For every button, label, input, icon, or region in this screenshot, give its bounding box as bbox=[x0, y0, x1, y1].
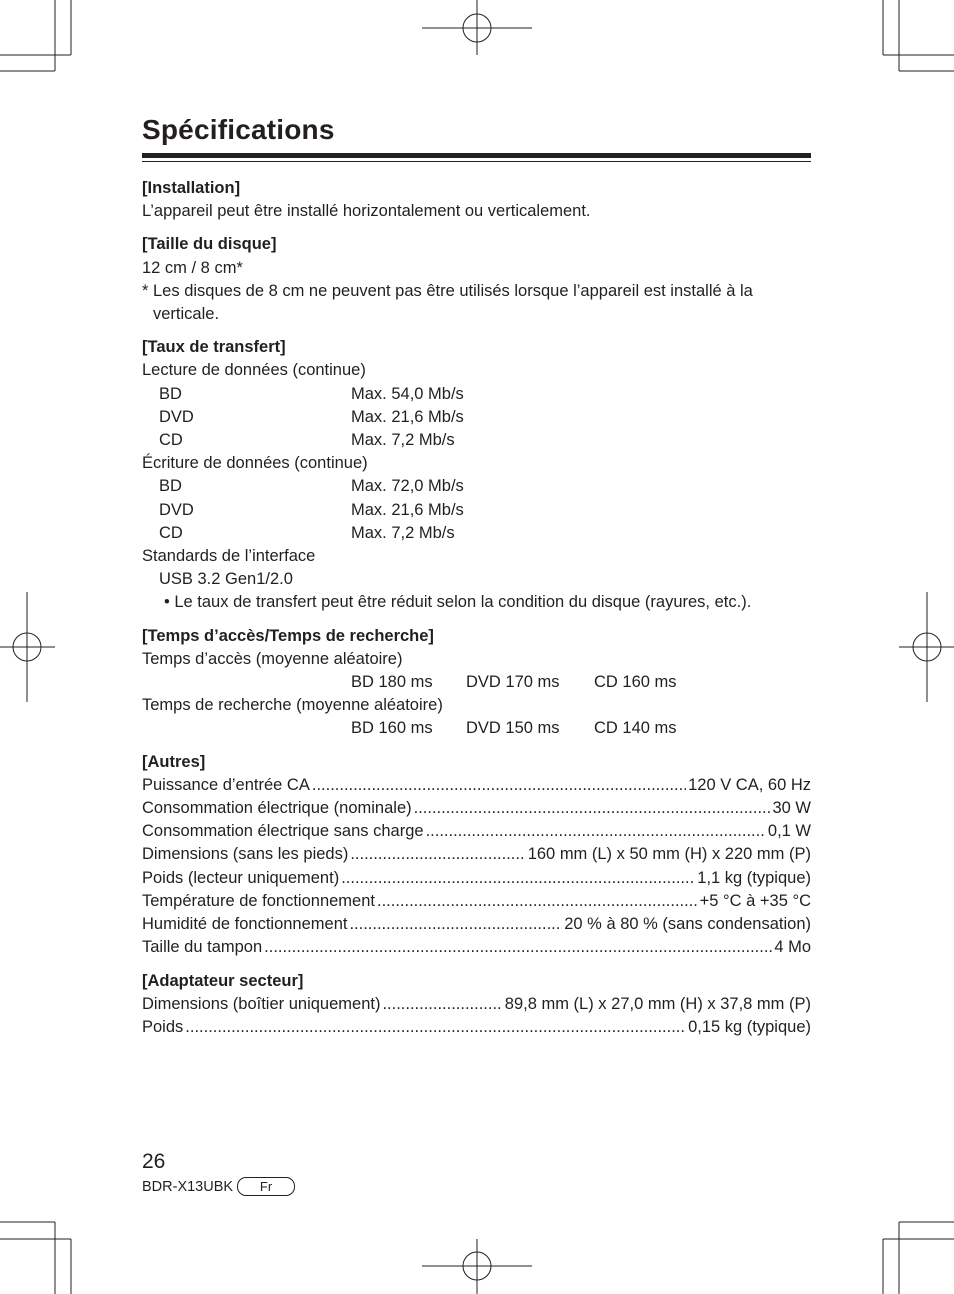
disc-size-note: * Les disques de 8 cm ne peuvent pas être utilisés lorsque l’appareil est installé à la bbox=[142, 281, 753, 300]
spec-row: Consommation électrique sans charge ..... 0,1 W bbox=[142, 820, 811, 843]
installation-text: L’appareil peut être installé horizontalement ou verticalement. bbox=[142, 202, 591, 221]
adapter-heading: [Adaptateur secteur] bbox=[142, 971, 304, 990]
read-row: DVD Max. 21,6 Mb/s bbox=[159, 407, 464, 426]
title-rule-thick bbox=[142, 153, 811, 158]
seek-values: BD 160 ms DVD 150 ms CD 140 ms bbox=[351, 719, 677, 738]
seek-label: Temps de recherche (moyenne aléatoire) bbox=[142, 696, 443, 715]
disc-size-note-cont: verticale. bbox=[153, 305, 220, 324]
model-footer bbox=[142, 1177, 295, 1196]
spec-row: Dimensions (sans les pieds) ..... 160 mm (L) x 50 mm (H) x 220 mm (P) bbox=[142, 843, 811, 866]
spec-row: Température de fonctionnement ..... +5 °C à +35 °C bbox=[142, 890, 811, 913]
adapter-section bbox=[142, 970, 811, 1040]
others-heading: [Autres] bbox=[142, 752, 206, 771]
access-label: Temps d’accès (moyenne aléatoire) bbox=[142, 649, 403, 668]
spec-row: Poids (lecteur uniquement) ..... 1,1 kg (typique) bbox=[142, 867, 811, 890]
write-row: CD Max. 7,2 Mb/s bbox=[159, 523, 455, 542]
write-row: DVD Max. 21,6 Mb/s bbox=[159, 500, 464, 519]
spec-row: Humidité de fonctionnement ..... 20 % à 80 % (sans condensation) bbox=[142, 913, 811, 936]
model-name: BDR-X13UBK bbox=[142, 1178, 234, 1195]
page-number: 26 bbox=[142, 1150, 166, 1173]
read-row: CD Max. 7,2 Mb/s bbox=[159, 431, 455, 450]
others-section bbox=[142, 751, 811, 960]
disc-size-value: 12 cm / 8 cm* bbox=[142, 258, 243, 277]
installation-section bbox=[142, 177, 811, 223]
disc-size-section bbox=[142, 233, 811, 326]
language-badge: Fr bbox=[237, 1177, 295, 1196]
spec-row: Dimensions (boîtier uniquement) ..... 89,8 mm (L) x 27,0 mm (H) x 37,8 mm (P) bbox=[142, 993, 811, 1016]
spec-row: Consommation électrique (nominale) ..... 30 W bbox=[142, 797, 811, 820]
access-section bbox=[142, 625, 811, 741]
installation-heading: [Installation] bbox=[142, 179, 241, 197]
page-title: Spécifications bbox=[142, 114, 335, 145]
transfer-section bbox=[142, 336, 811, 614]
spec-row: Taille du tampon ..... 4 Mo bbox=[142, 936, 811, 959]
access-heading: [Temps d’accès/Temps de recherche] bbox=[142, 626, 434, 645]
transfer-heading: [Taux de transfert] bbox=[142, 338, 286, 357]
spec-content bbox=[142, 177, 811, 1049]
read-label: Lecture de données (continue) bbox=[142, 361, 366, 380]
access-values: BD 180 ms DVD 170 ms CD 160 ms bbox=[351, 673, 677, 692]
read-row: BD Max. 54,0 Mb/s bbox=[159, 384, 464, 403]
spec-row: Poids ..... 0,15 kg (typique) bbox=[142, 1016, 811, 1039]
transfer-bullet-note: • Le taux de transfert peut être réduit selon la condition du disque (rayures, etc.). bbox=[164, 593, 752, 612]
write-label: Écriture de données (continue) bbox=[142, 454, 368, 473]
interface-value: USB 3.2 Gen1/2.0 bbox=[159, 570, 293, 589]
disc-size-heading: [Taille du disque] bbox=[142, 235, 277, 254]
spec-row: Puissance d’entrée CA ..... 120 V CA, 60 Hz bbox=[142, 774, 811, 797]
title-rule-thin bbox=[142, 161, 811, 162]
write-row: BD Max. 72,0 Mb/s bbox=[159, 477, 464, 496]
interface-label: Standards de l’interface bbox=[142, 547, 316, 566]
